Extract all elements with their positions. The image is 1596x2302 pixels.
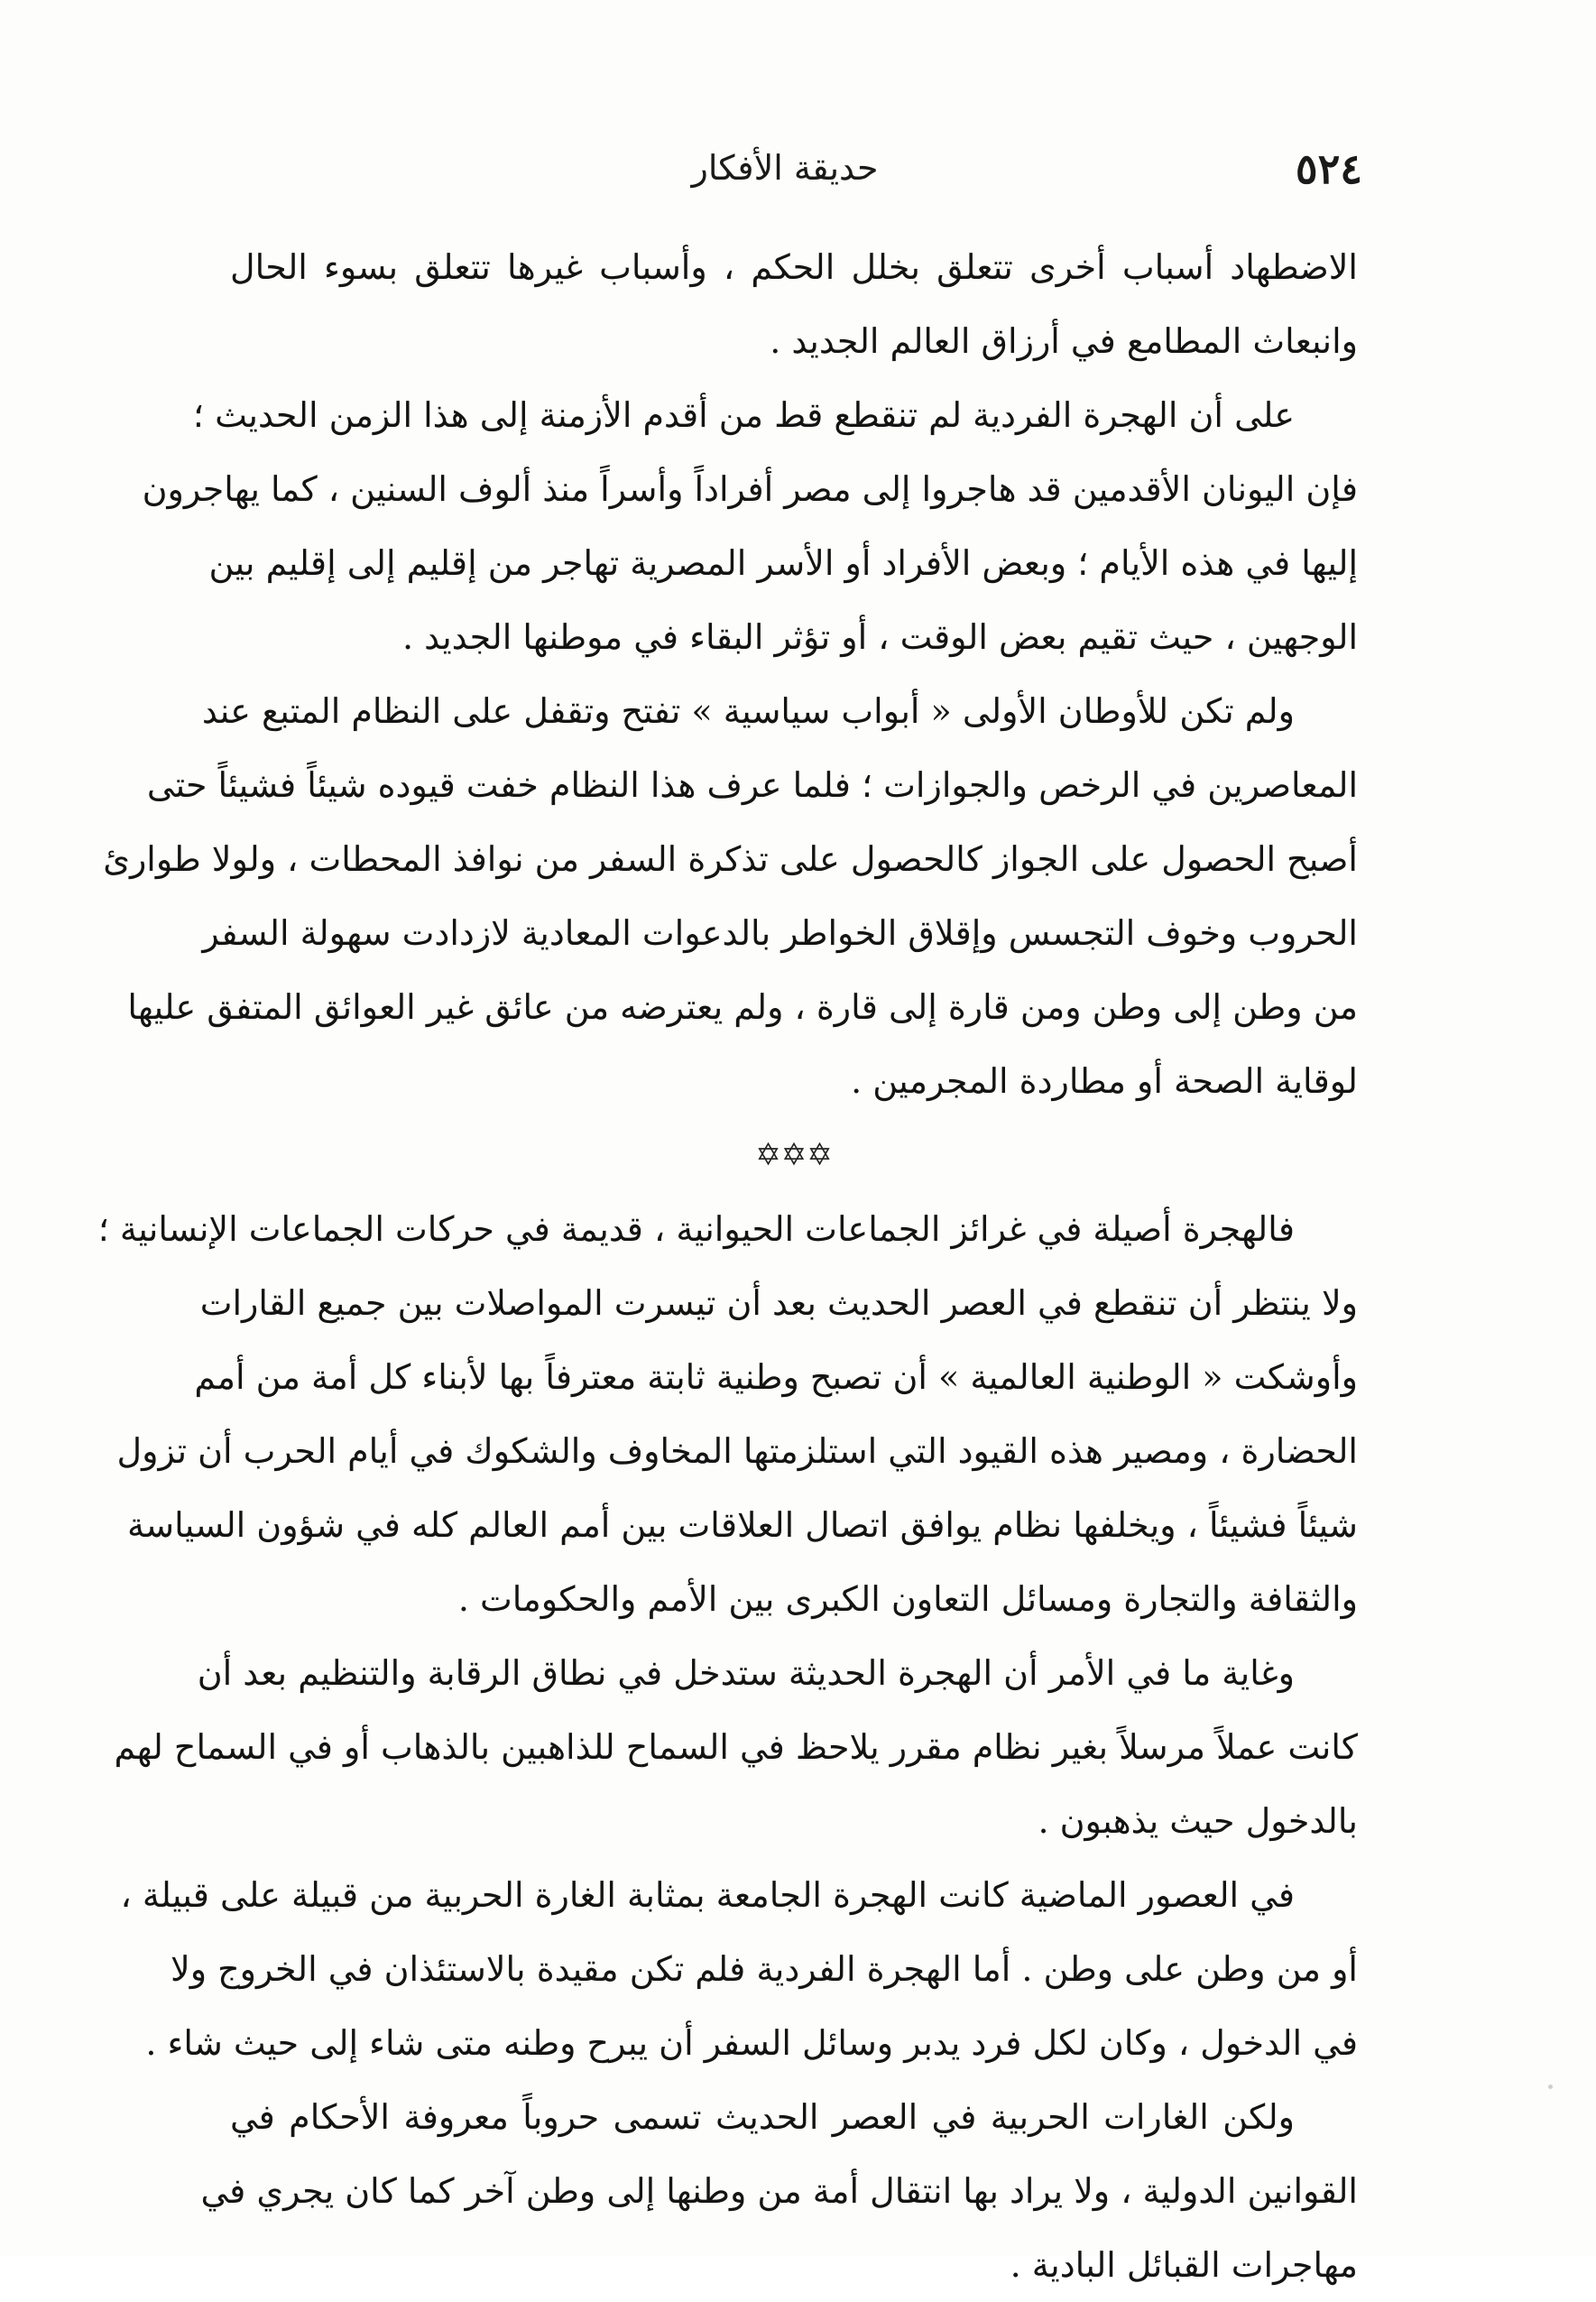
text-line: وأوشكت « الوطنية العالمية » أن تصبح وطنية ثابتة معترفاً بها لأبناء كل أمة من أمم (194, 1357, 1358, 1397)
text-line: أصبح الحصول على الجواز كالحصول على تذكرة السفر من نوافذ المحطات ، ولولا طوارئ (103, 839, 1358, 879)
text-line: فالهجرة أصيلة في غرائز الجماعات الحيوانية ، قديمة في حركات الجماعات الإنسانية ؛ (97, 1209, 1295, 1249)
text-line: وغاية ما في الأمر أن الهجرة الحديثة ستدخل في نطاق الرقابة والتنظيم بعد أن (197, 1653, 1295, 1693)
text-line: والثقافة والتجارة ومسائل التعاون الكبرى بين الأمم والحكومات . (457, 1579, 1358, 1619)
text-line: في العصور الماضية كانت الهجرة الجامعة بمثابة الغارة الحربية من قبيلة على قبيلة ، (120, 1875, 1295, 1915)
page-header (235, 144, 1362, 199)
text-line: ولكن الغارات الحربية في العصر الحديث تسمى حروباً معروفة الأحكام في (230, 2097, 1295, 2137)
text-line: أو من وطن على وطن . أما الهجرة الفردية فلم تكن مقيدة بالاستئذان في الخروج ولا (171, 1949, 1358, 1989)
text-line: مهاجرات القبائل البادية . (1010, 2245, 1358, 2285)
section-separator: ✡✡✡ (755, 1137, 833, 1173)
page-body (97, 230, 1358, 2302)
text-line: الوجهين ، حيث تقيم بعض الوقت ، أو تؤثر البقاء في موطنها الجديد . (401, 617, 1358, 657)
text-line: المعاصرين في الرخص والجوازات ؛ فلما عرف هذا النظام خفت قيوده شيئاً فشيئاً حتى (146, 765, 1358, 805)
text-line: ولم تكن للأوطان الأولى « أبواب سياسية » تفتح وتقفل على النظام المتبع عند (201, 691, 1295, 731)
text-line: على أن الهجرة الفردية لم تنقطع قط من أقدم الأزمنة إلى هذا الزمن الحديث ؛ (192, 395, 1295, 435)
scan-speck (1548, 2085, 1553, 2089)
text-line: الحضارة ، ومصير هذه القيود التي استلزمتها المخاوف والشكوك في أيام الحرب أن تزول (116, 1431, 1358, 1471)
text-line: لوقاية الصحة أو مطاردة المجرمين . (851, 1061, 1358, 1101)
text-line: الاضطهاد أسباب أخرى تتعلق بخلل الحكم ، وأسباب غيرها تتعلق بسوء الحال (230, 247, 1358, 287)
running-title: حديقة الأفكار (691, 148, 879, 188)
text-line: ولا ينتظر أن تنقطع في العصر الحديث بعد أن تيسرت المواصلات بين جميع القارات (199, 1283, 1358, 1323)
page-number: ٥٢٤ (1295, 144, 1362, 193)
text-line: في الدخول ، وكان لكل فرد يدبر وسائل السفر أن يبرح وطنه متى شاء إلى حيث شاء . (145, 2023, 1358, 2063)
text-line: إليها في هذه الأيام ؛ وبعض الأفراد أو الأسر المصرية تهاجر من إقليم إلى إقليم بين (208, 543, 1358, 583)
text-line: الحروب وخوف التجسس وإقلاق الخواطر بالدعوات المعادية لازدادت سهولة السفر (202, 913, 1358, 953)
text-line: من وطن إلى وطن ومن قارة إلى قارة ، ولم يعترضه من عائق غير العوائق المتفق عليها (127, 987, 1358, 1027)
text-line: كانت عملاً مرسلاً بغير نظام مقرر يلاحظ في السماح للذاهبين بالذهاب أو في السماح لهم (114, 1727, 1358, 1767)
text-line: فإن اليونان الأقدمين قد هاجروا إلى مصر أفراداً وأسراً منذ ألوف السنين ، كما يهاجرون (142, 469, 1358, 509)
text-line: وانبعاث المطامع في أرزاق العالم الجديد . (770, 321, 1358, 361)
text-line: القوانين الدولية ، ولا يراد بها انتقال أمة من وطنها إلى وطن آخر كما كان يجري في (200, 2171, 1358, 2211)
text-line: بالدخول حيث يذهبون . (1038, 1801, 1358, 1841)
text-line: شيئاً فشيئاً ، ويخلفها نظام يوافق اتصال العلاقات بين أمم العالم كله في شؤون السياسة (126, 1505, 1358, 1545)
